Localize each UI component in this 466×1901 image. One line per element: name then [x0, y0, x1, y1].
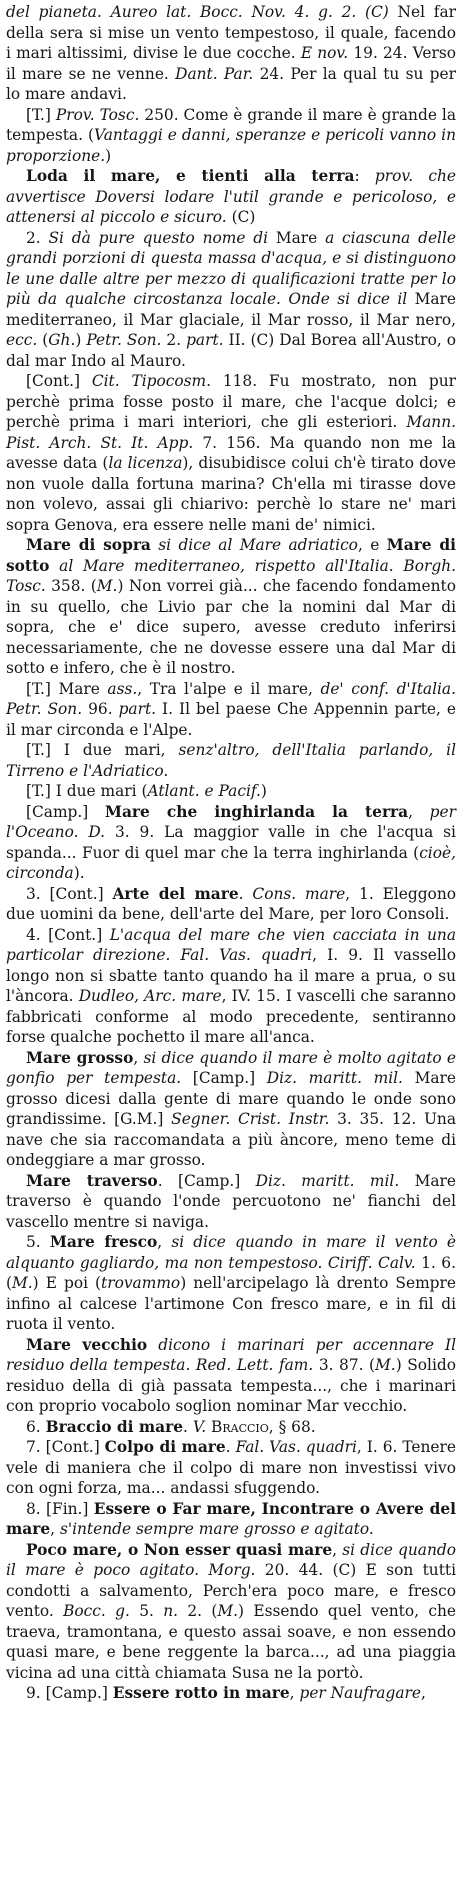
body-text: 2. — [26, 228, 49, 247]
body-text: 358. ( — [45, 577, 97, 595]
headword: Mare grosso — [26, 1048, 134, 1067]
body-text: , — [157, 1233, 172, 1251]
italic-text: si dice quando il mare è molto agitato e gonfio per tempesta. — [6, 1048, 456, 1087]
headword: Mare di sopra — [26, 536, 151, 554]
body-text: 5. — [129, 1602, 164, 1620]
body-text: Mare grosso dicesi dalla gente di mare quando le onde sono grandissime. [G.M.] — [6, 1069, 456, 1128]
body-text: 2. ( — [178, 1602, 218, 1620]
body-text: 3. [Cont.] — [26, 884, 113, 903]
entry-paragraph-tipocosm — [6, 371, 456, 535]
entry-paragraph-6 — [6, 1417, 456, 1438]
italic-text: dicono i marinari per accennare Il residuo della tempesta. Red. Lett. fam. — [6, 1335, 456, 1374]
body-text: 7. [Cont.] — [26, 1438, 105, 1456]
entry-paragraph-due-mari-1 — [6, 740, 456, 781]
body-text: , I. 6. Tenere vele di maniera che il colpo di mare non investissi vivo con ogni forza, ma... andassi sfuggendo. — [6, 1438, 457, 1497]
body-text: . — [238, 884, 253, 903]
body-text: , — [408, 802, 430, 821]
entry-paragraph-vecchio — [6, 1335, 456, 1417]
body-text: [Cont.] — [26, 372, 92, 390]
body-text: 2. — [161, 331, 187, 349]
italic-text: Vantaggi e danni, speranze e pericoli vanno in proporzione. — [6, 126, 456, 165]
body-text — [49, 557, 59, 575]
body-text: 3. 9. La maggior valle in che l'acqua si spanda... Fuor di quel mar che la terra inghirlanda ( — [6, 823, 456, 862]
body-text: 9. [Camp.] — [26, 1684, 113, 1702]
body-text: [T.] I due mari, — [26, 741, 179, 759]
body-text: 3. 35. 12. Una nave che sia raccomandata a più àncore, meno teme di ondeggiare a mar grosso. — [6, 1110, 457, 1169]
body-text: , I. 9. Il vassello longo non si sbatte tanto quando ha il mare a prua, o su l'àncora. — [6, 946, 456, 1005]
body-text: 24. Per la qual tu su per lo mare andavi. — [6, 64, 457, 103]
body-text: ) Non vorrei già... che facendo fondamento in su quello, che Livio par che la nomini dal Mar di sopra, che e' dice supero, avesse creduto inferirsi necessariamente, che ne dovesse essere una dal Mar di sotto e infero, che è il nostro. — [6, 577, 456, 677]
italic-text: ecc. — [6, 331, 38, 349]
italic-text: Cons. mare — [252, 884, 346, 903]
headword: Mare vecchio — [26, 1335, 148, 1354]
italic-text: per Naufragare — [299, 1684, 421, 1702]
italic-text: Cit. Tipocosm. — [91, 372, 212, 390]
body-text: 20. 44. (C) E son tutti condotti a salvamento, Perch'era poco mare, e fresco vento. — [6, 1561, 456, 1620]
entry-paragraph-4 — [6, 925, 456, 1048]
body-text — [106, 1602, 115, 1620]
italic-text: per l'Oceano. D. — [6, 802, 456, 841]
body-text: , e — [357, 536, 387, 554]
italic-text: si dice quando il mare è poco agitato. Morg. — [6, 1540, 456, 1579]
italic-text: part. — [118, 700, 157, 718]
smallcaps-text: Braccio — [211, 1417, 269, 1436]
body-text: . — [183, 1417, 193, 1436]
entry-paragraph-prov-tosc — [6, 105, 456, 167]
body-text: Mare traverso è quando l'onde percuotono ne' fianchi del vascello mentre si naviga. — [6, 1171, 456, 1231]
body-text: , — [289, 1684, 300, 1702]
body-text: 96. — [82, 700, 119, 718]
body-text: Mare — [268, 228, 326, 247]
body-text: ) — [75, 331, 87, 349]
entry-paragraph-poco — [6, 1540, 456, 1684]
headword: Arte del mare — [112, 884, 239, 903]
entry-paragraph-2 — [6, 228, 456, 372]
body-text: [Camp.] — [181, 1069, 267, 1087]
italic-text: la licenza — [108, 454, 183, 472]
body-text: ) — [105, 146, 112, 165]
entry-paragraph-5 — [6, 1232, 456, 1335]
entry-paragraph-sopra — [6, 535, 456, 679]
body-text: , — [133, 1048, 144, 1067]
italic-text: Segner. Crist. Instr. — [171, 1110, 330, 1128]
body-text: 4. [Cont.] — [26, 925, 110, 944]
entry-paragraph-traverso — [6, 1171, 456, 1233]
italic-text: prov. che avvertisce Doversi lodare l'util grande e pericoloso, e attenersi al piccolo e sicuro. — [6, 167, 457, 226]
body-text: ) — [260, 782, 267, 800]
body-text: , — [332, 1540, 343, 1559]
entry-paragraph-intro — [6, 2, 456, 105]
body-text: Nel far della sera si mise un vento tempestoso, il quale, facendo i mari altissimi, divise le due cocche. — [6, 3, 457, 62]
headword: Essere rotto in mare — [112, 1684, 290, 1702]
body-text: . — [225, 1438, 236, 1456]
body-text: , — [420, 1684, 426, 1702]
headword: Essere o Far mare, Incontrare o Avere del mare — [6, 1499, 456, 1538]
body-text: 6. — [26, 1417, 46, 1436]
headword: Poco mare, o Non esser quasi mare — [26, 1540, 333, 1559]
body-text: [T.] Mare — [26, 679, 108, 698]
italic-text: Fal. Vas. quadri — [235, 1438, 357, 1456]
body-text: [T.] — [26, 105, 56, 124]
italic-text: Mann. Pist. Arch. St. It. App. — [6, 413, 456, 452]
italic-text: Gh. — [48, 331, 76, 349]
headword: Mare fresco — [49, 1233, 158, 1251]
italic-text: n. — [163, 1602, 179, 1620]
italic-text: si dice quando in mare il vento è alquanto gagliardo, ma non tempestoso. Ciriff. Calv. — [6, 1233, 456, 1272]
italic-text: al Mare mediterraneo, rispetto all'Italia. Borgh. Tosc. — [6, 556, 456, 595]
italic-text: Bocc. — [63, 1602, 106, 1620]
italic-text: M. — [96, 577, 118, 595]
body-text: 5. — [26, 1233, 50, 1251]
body-text: , IV. 15. I vascelli che saranno fabbricati conforme al modo precedente, sentiranno forse qualche pochetto il mare all'anca. — [6, 987, 456, 1046]
italic-text: a ciascuna delle grandi porzioni di questa massa d'acqua, e si distinguono le une dalle altre per mezzo di qualificazioni tratte per lo più da qualche circostanza locale. Onde si dice il — [6, 228, 456, 308]
entry-paragraph-grosso — [6, 1048, 456, 1171]
entry-paragraph-loda — [6, 166, 456, 228]
body-text: : — [354, 167, 375, 185]
entry-paragraph-7 — [6, 1437, 456, 1499]
body-text: 7. 156. Ma quando non me la avesse data ( — [6, 433, 456, 472]
body-text: 8. [Fin.] — [26, 1499, 94, 1518]
italic-text: de' conf. d'Italia. Petr. Son. — [6, 679, 457, 718]
italic-text: M. — [217, 1602, 239, 1620]
italic-text: del pianeta. Aureo lat. Bocc. Nov. 4. g. 2. (C) — [6, 3, 389, 21]
body-text: (C) — [226, 208, 256, 226]
body-text: ), disubidisce colui ch'è tirato dove non vuole dalla fortuna marina? Ch'ella mi tirasse dove non volevo, assai gli chiarivo: perchè lo stare ne' mari sopra Genova, era essere nelle mani de' nimici. — [6, 454, 456, 534]
body-text: 19. 24. Verso il mare se ne venne. — [6, 44, 456, 83]
italic-text: V. — [192, 1417, 207, 1436]
italic-text: si dice al Mare adriatico — [158, 536, 358, 554]
body-text: , 1. Eleggono due uomini da bene, dell'arte del Mare, per loro Consoli. — [6, 884, 457, 923]
italic-text: Atlant. e Pacif. — [147, 782, 261, 800]
body-text: [T.] I due mari ( — [26, 782, 148, 800]
headword: Mare traverso — [26, 1171, 158, 1190]
body-text: I. Il bel paese Che Appennin parte, e il mar circonda e l'Alpe. — [6, 700, 456, 739]
body-text: ) nell'arcipelago là drento Sempre infino al calcese l'artimone Con fresco mare, e in fil di ruota il vento. — [6, 1274, 456, 1333]
italic-text: senz'altro, dell'Italia parlando, il Tirreno e l'Adriatico. — [6, 741, 456, 780]
body-text: 250. Come è grande il mare è grande la tempesta. ( — [6, 105, 456, 144]
headword: Colpo di mare — [104, 1438, 226, 1456]
italic-text: Diz. maritt. mil. — [255, 1171, 400, 1190]
italic-text: cioè, circonda — [6, 843, 456, 882]
body-text: Mare mediterraneo, il Mar glaciale, il Mar rosso, il Mar nero, — [6, 290, 456, 329]
entry-paragraph-9 — [6, 1683, 456, 1704]
body-text: [Camp.] — [26, 802, 105, 821]
italic-text: part. — [186, 331, 224, 349]
italic-text: E nov. — [300, 44, 349, 62]
headword: Loda il mare, e tienti alla terra — [26, 167, 355, 185]
italic-text: L'acqua del mare che vien cacciata in una particolar direzione. Fal. Vas. quadri — [6, 925, 457, 964]
body-text — [147, 1336, 158, 1354]
body-text: ( — [37, 331, 49, 349]
italic-text: Si dà pure questo nome di — [48, 228, 269, 247]
entry-paragraph-8 — [6, 1499, 456, 1540]
entry-paragraph-inghirlanda — [6, 802, 456, 884]
body-text: 3. 87. ( — [313, 1356, 376, 1374]
italic-text: ass. — [107, 679, 138, 698]
italic-text: s'intende sempre mare grosso e agitato. — [59, 1520, 374, 1538]
entry-paragraph-3 — [6, 884, 456, 925]
body-text: 1. 6. ( — [6, 1253, 456, 1292]
italic-text: M. — [375, 1356, 396, 1374]
entry-paragraph-mare-ass — [6, 679, 456, 741]
italic-text: Dant. Par. — [175, 64, 254, 83]
body-text: II. (C) Dal Borea all'Austro, o dal mar Indo al Mauro. — [6, 331, 456, 370]
italic-text: Dudleo, Arc. mare — [78, 987, 222, 1005]
body-text: , § 68. — [268, 1417, 316, 1436]
body-text: , Tra l'alpe e il mare, — [137, 679, 321, 698]
body-text: ) Solido residuo della di già passata tempesta..., che i marinari con proprio vocabolo soglion nominar Mar vecchio. — [6, 1356, 456, 1415]
body-text: ) Essendo quel vento, che traeva, tramontana, e questo assai soave, e non essendo quasi mare, e bene reggente la barca..., ad una piaggia vicina ad una città chiamata Susa ne la portò. — [6, 1602, 456, 1682]
body-text: ) E poi ( — [32, 1274, 102, 1292]
body-text: 118. Fu mostrato, non pur perchè prima fosse posto il mare, che l'acque dolci; e perchè prima i mari interiori, che gli esteriori. — [6, 372, 456, 431]
italic-text: g. — [115, 1602, 130, 1620]
headword: Braccio di mare — [45, 1417, 184, 1436]
italic-text: Prov. Tosc. — [55, 105, 140, 124]
italic-text: Diz. maritt. mil. — [266, 1069, 403, 1087]
italic-text: Petr. Son. — [86, 331, 162, 349]
headword: Mare che inghirlanda la terra — [104, 802, 409, 821]
body-text: , — [50, 1520, 60, 1538]
italic-text: trovammo — [101, 1274, 181, 1292]
entry-paragraph-due-mari-2 — [6, 781, 456, 802]
body-text: ). — [73, 864, 85, 882]
italic-text: M. — [12, 1274, 33, 1292]
body-text: . [Camp.] — [157, 1171, 256, 1190]
headword: Mare di sotto — [6, 536, 456, 575]
